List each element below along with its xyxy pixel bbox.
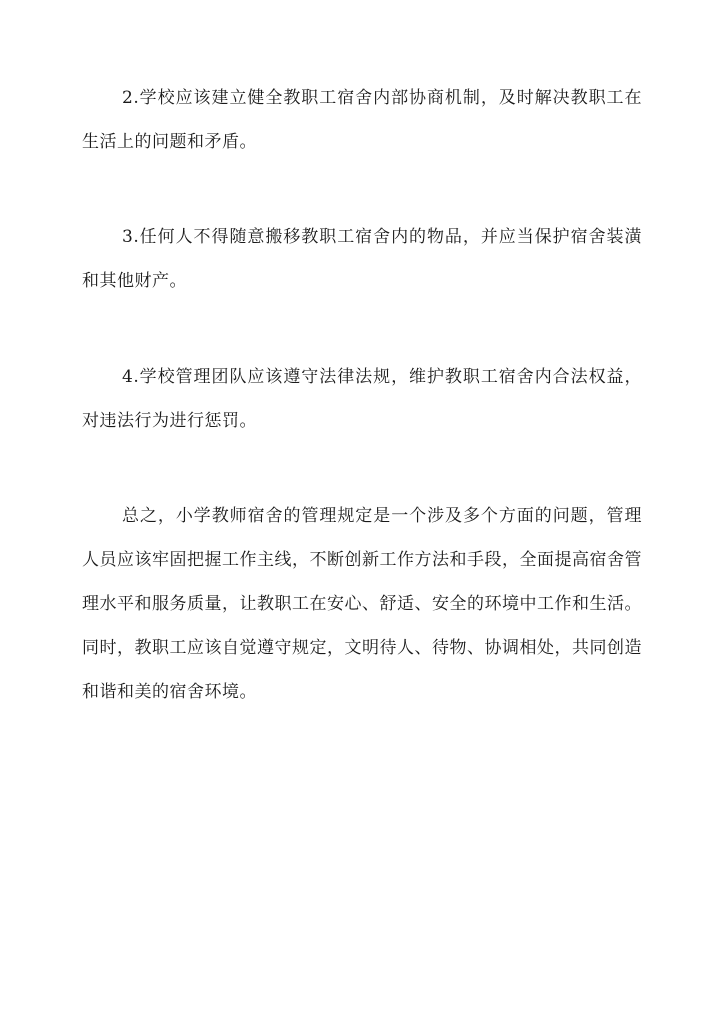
paragraph-item-2: 2.学校应该建立健全教职工宿舍内部协商机制，及时解决教职工在生活上的问题和矛盾。 xyxy=(82,88,642,152)
paragraph-conclusion: 总之，小学教师宿舍的管理规定是一个涉及多个方面的问题，管理人员应该牢固把握工作主线，不断创新工作方法和手段，全面提高宿舍管理水平和服务质量，让教职工在安心、舒适、安全的环境中工作和生活。同时，教职工应该自觉遵守规定，文明待人、待物、协调相处，共同创造和谐和美的宿舍环境。 xyxy=(82,506,642,702)
paragraph-item-3: 3.任何人不得随意搬移教职工宿舍内的物品，并应当保护宿舍装潢和其他财产。 xyxy=(82,227,642,291)
paragraph-item-4: 4.学校管理团队应该遵守法律法规，维护教职工宿舍内合法权益，对违法行为进行惩罚。 xyxy=(82,367,642,431)
